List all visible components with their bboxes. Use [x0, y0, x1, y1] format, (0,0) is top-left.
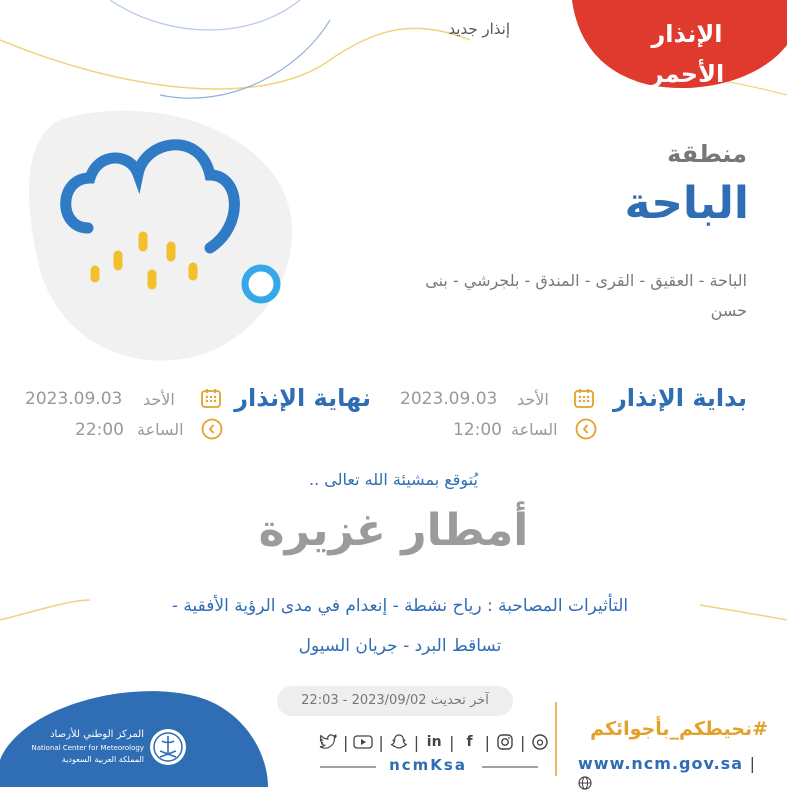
last-update-badge: آخر تحديث 2023/09/02 - 22:03: [277, 686, 513, 716]
clock-icon: [201, 418, 223, 440]
region-label: منطقة: [667, 140, 747, 168]
alert-level-title: الإنذار الأحمر: [649, 20, 725, 88]
ncm-emblem-icon: [148, 727, 188, 767]
clock-icon: [575, 418, 597, 440]
website-link[interactable]: www.ncm.gov.sa |: [578, 754, 774, 792]
globe-icon: [578, 776, 592, 790]
end-time-label: الساعة: [137, 420, 184, 439]
facebook-icon[interactable]: f: [466, 734, 473, 750]
hashtag: #نحيطكم_بأجوائكم: [590, 718, 768, 740]
end-time: 22:00: [75, 420, 124, 440]
start-time-label: الساعة: [511, 420, 558, 439]
org-name-arabic: المركز الوطني للأرصاد: [50, 729, 144, 740]
areas-line-1: الباحة - العقيق - القرى - المندق - بلجرشي - بنى: [425, 271, 747, 290]
twitter-icon[interactable]: [318, 732, 338, 752]
end-day: الأحد: [143, 390, 175, 409]
youtube-icon[interactable]: [353, 732, 373, 752]
calendar-icon: [200, 387, 222, 409]
forecast-intro: يُتوقع بمشيئة الله تعالى ..: [309, 470, 478, 489]
country-name: المملكة العربية السعودية: [61, 755, 144, 764]
forecast-effects: [120, 586, 680, 666]
start-title: بداية الإنذار: [612, 384, 747, 412]
forecast-phenomenon: أمطار غزيرة: [258, 505, 529, 556]
end-date: 2023.09.03: [25, 389, 123, 409]
start-time: 12:00: [453, 420, 502, 440]
instagram-icon[interactable]: [495, 732, 515, 752]
effects-line-2: تساقط البرد - جريان السيول: [298, 636, 502, 656]
end-title: نهاية الإنذار: [234, 384, 371, 412]
start-day: الأحد: [517, 390, 549, 409]
org-name-english: National Center for Meteorology: [31, 744, 144, 752]
snapchat-icon[interactable]: [389, 732, 409, 752]
rain-cloud-icon: [50, 130, 290, 310]
social-links: | | | in | f | |: [318, 730, 550, 754]
region-name: الباحة: [624, 178, 749, 229]
calendar-icon: [573, 387, 595, 409]
areas-line-2: حسن: [710, 301, 747, 320]
website-text[interactable]: www.ncm.gov.sa: [578, 754, 743, 773]
alert-type-label: إنذار جديد: [448, 20, 510, 38]
social-handle[interactable]: ncmKsa: [389, 756, 467, 774]
start-date: 2023.09.03: [400, 389, 498, 409]
threads-icon[interactable]: [530, 732, 550, 752]
effects-line-1: التأثيرات المصاحبة : رياح نشطة - إنعدام في مدى الرؤية الأفقية -: [171, 596, 629, 616]
affected-areas: [367, 266, 747, 326]
linkedin-icon[interactable]: in: [426, 734, 442, 750]
